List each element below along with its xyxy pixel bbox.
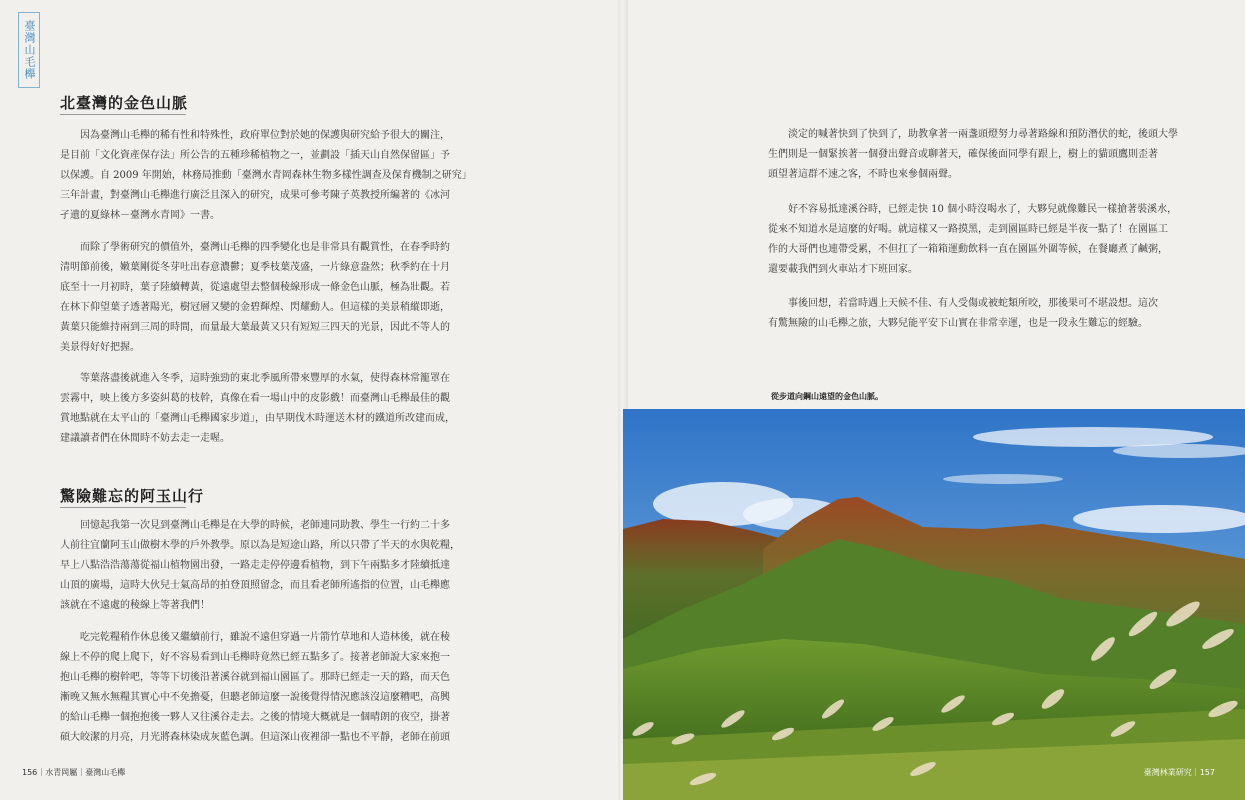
section-title-ayu-mountain: 驚險難忘的阿玉山行 (60, 487, 205, 505)
side-tag: 臺灣山毛櫸 (18, 12, 40, 88)
mountain-photo (623, 409, 1245, 800)
paragraph: 而除了學術研究的價值外，臺灣山毛櫸的四季變化也是非常具有觀賞性，在春季時約 清明節前後，嫩葉剛從冬芽吐出春意濃鬱；夏季枝葉茂盛，一片綠意盎然；秋季約在十月 底至十一月初時，葉子陸續轉黃，從遠處望去整個稜線形成一條金色山脈，極為壯觀。若 在林下仰望葉子透著陽光，樹冠層又變的金碧輝煌、閃耀動人。但這樣的美景稍縱即逝， 黃葉只能維持兩到三周的時間，而量最大葉最黃又只有短短三四天的光景，因此不等人的 美景得好好把握。 (60, 242, 450, 353)
section-title-rule (60, 507, 186, 508)
folio-left: 156｜水青岡屬｜臺灣山毛櫸 (22, 768, 126, 777)
paragraph: 事後回想，若當時遇上天候不佳、有人受傷或被蛇類所咬，那後果可不堪設想。這次 有驚無險的山毛櫸之旅，大夥兒能平安下山實在非常幸運，也是一段永生難忘的經驗。 (768, 298, 1158, 329)
section-title-golden-mountains: 北臺灣的金色山脈 (60, 94, 189, 112)
paragraph: 好不容易抵達溪谷時，已經走快 10 個小時沒喝水了，大夥兒就像難民一樣搶著裝溪水， 從來不知道水是這麼的好喝。就這樣又一路摸黑，走到園區時已經是半夜一點了！在園區工 作的大哥們也連帶受累，不但扛了一箱箱運動飲料一直在園區外圍等候，在餐廳煮了鹹粥， 還要載我們到火車站才下班回家。 (768, 204, 1178, 275)
paragraph: 等葉落盡後就進入冬季，這時強勁的東北季風所帶來豐厚的水氣，使得森林常籠罩在 雲霧中，映上後方多姿糾葛的枝幹，真像在看一場山中的皮影戲！而臺灣山毛櫸最佳的觀 賞地點就在太平山的「臺灣山毛櫸國家步道」，由早期伐木時運送木材的鐵道所改建而成， 建議讀者們在休閒時不妨去走一走喔。 (60, 373, 455, 444)
paragraph: 回憶起我第一次見到臺灣山毛櫸是在大學的時候，老師連同助教、學生一行約二十多 人前往宜蘭阿玉山做樹木學的戶外教學。原以為是短途山路，所以只帶了半天的水與乾糧， 早上八點浩浩蕩蕩從福山植物園出發，一路走走停停邊看植物，到下午兩點多才陸續抵達 山頂的廣場，這時大伙兒士氣高昂的拍登頂照留念，而且看老師所遙指的位置，山毛櫸應 該就在不遠處的稜線上等著我們！ (60, 520, 460, 611)
photo-caption: 從步道向鋼山遠望的金色山脈。 (771, 392, 883, 401)
section-title-rule (60, 114, 186, 115)
mountain-landscape-illustration (623, 409, 1245, 800)
paragraph: 因為臺灣山毛櫸的稀有性和特殊性，政府單位對於她的保護與研究給予很大的關注， 是目前「文化資產保存法」所公告的五種珍稀植物之一，並劃設「插天山自然保留區」予 以保護。自 2009 年開始，林務局推動「臺灣水青岡森林生物多樣性調查及保育機制之研究」 三年計畫，對臺灣山毛櫸進行廣泛且深入的研究，成果可參考陳子英教授所編著的《冰河 孑遺的夏綠林－臺灣水青岡》一書。 (60, 130, 472, 221)
folio-right: 臺灣林業研究｜157 (1143, 768, 1215, 777)
paragraph: 吃完乾糧稍作休息後又繼續前行，雖說不遠但穿過一片箭竹草地和人造林後，就在稜 線上不停的爬上爬下，好不容易看到山毛櫸時竟然已經五點多了。接著老師說大家來抱一 抱山毛櫸的樹幹吧，等等下切後沿著溪谷就到福山園區了。那時已經走一天的路，而天色 漸晚又無水無糧其實心中不免擔憂，但聽老師這麼一說後覺得情況應該沒這麼糟吧，高興 的給山毛櫸一個抱抱後一夥人又往溪谷走去。之後的情境大概就是一個晴朗的夜空，掛著 碩大皎潔的月亮，月光將森林染成灰藍色調。但這深山夜裡卻一點也不平靜，老師在前頭 (60, 632, 450, 743)
paragraph: 淡定的喊著快到了快到了，助教拿著一兩盞頭燈努力尋著路線和預防潛伏的蛇，後頭大學 生們則是一個緊挨著一個發出聲音或聊著天，確保後面同學有跟上，樹上的貓頭鷹則歪著 頭望著這群不速之客，不時也來參個兩聲。 (768, 129, 1178, 180)
